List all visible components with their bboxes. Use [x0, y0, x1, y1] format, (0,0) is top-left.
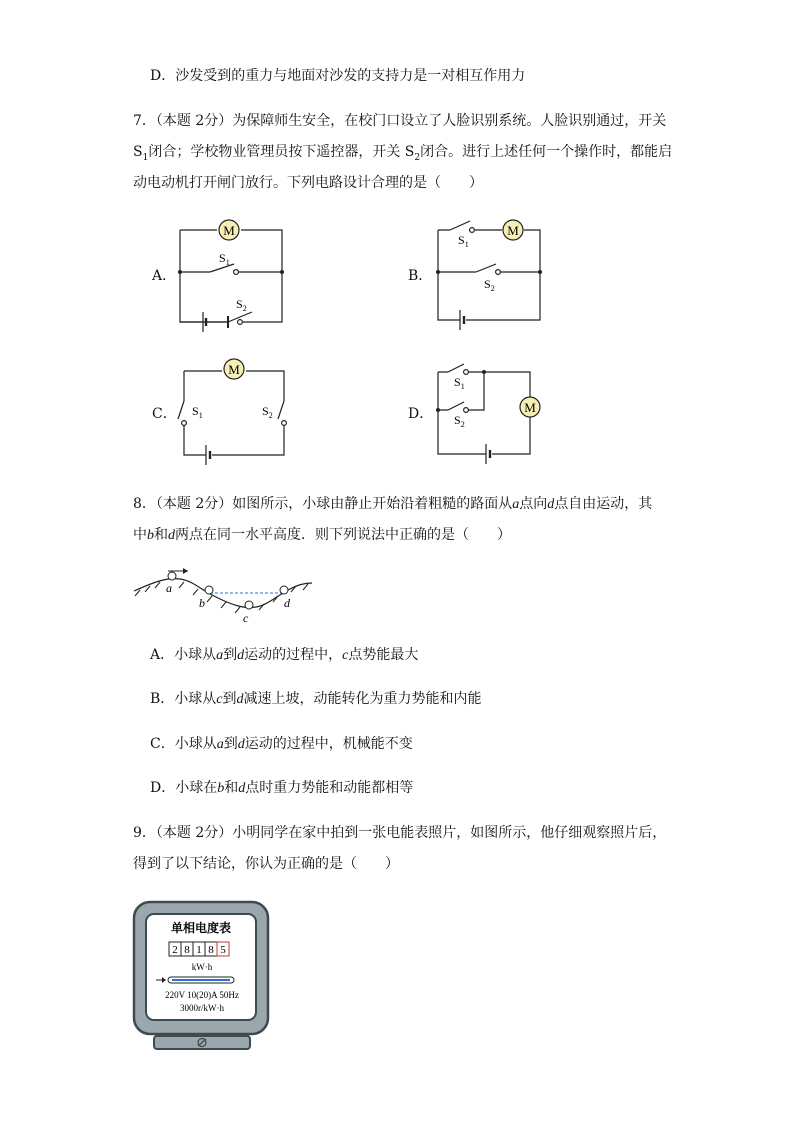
q8-slope-figure	[132, 565, 317, 627]
q9-meter-unit: kW·h	[191, 962, 213, 972]
q7-circuit-c	[176, 355, 296, 467]
q7-stem-line3: 动电动机打开闸门放行。下列电路设计合理的是（ ）	[133, 175, 483, 191]
q9-meter-spec1: 220V 10(20)A 50Hz	[165, 990, 239, 1000]
meter-digit: 8	[208, 944, 214, 956]
q7-circuit-a	[170, 212, 300, 332]
q7-circuit-d	[430, 360, 550, 468]
svg-text:S1: $S_1$	[458, 233, 469, 249]
svg-text:S2: $S_2$	[262, 404, 273, 420]
q8-point-d: d	[284, 596, 290, 610]
q8-point-c: c	[243, 611, 249, 625]
q7-motor-c: M	[228, 362, 240, 377]
q7-label-d: D．	[408, 406, 434, 422]
q7-motor-b: M	[507, 223, 519, 238]
q8-point-a: a	[166, 581, 172, 595]
q8-option-d: D．小球在b和d点时重力势能和动能都相等	[150, 780, 414, 796]
q7-label-a: A．	[152, 268, 177, 284]
q7-stem-line1: 7．（本题 2分）为保障师生安全，在校门口设立了人脸识别系统。人脸识别通过，开关	[133, 113, 667, 129]
q9-stem-line1: 9．（本题 2分）小明同学在家中拍到一张电能表照片，如图所示，他仔细观察照片后，	[133, 825, 667, 841]
svg-text:S1: $S_1$	[219, 251, 230, 267]
q9-meter-digits	[169, 942, 229, 956]
q8-option-a: A．小球从a到d运动的过程中，c点势能最大	[150, 647, 419, 663]
q7-motor-d: M	[524, 400, 536, 415]
svg-text:S2: $S_2$	[236, 297, 247, 313]
meter-digit: 1	[196, 944, 202, 956]
q8-stem-line2: 中b和d两点在同一水平高度．则下列说法中正确的是（ ）	[133, 527, 511, 543]
q7-label-c: C．	[152, 406, 177, 422]
svg-text:S1: $S_1$	[192, 404, 203, 420]
q8-point-b: b	[199, 596, 205, 610]
svg-text:S2: $S_2$	[454, 413, 465, 429]
meter-digit: 5	[220, 944, 226, 956]
svg-text:S1: $S_1$	[454, 375, 465, 391]
q9-energy-meter	[132, 900, 272, 1052]
q9-stem-line2: 得到了以下结论，你认为正确的是（ ）	[133, 856, 399, 872]
q7-motor-a: M	[223, 223, 235, 238]
q9-meter-title: 单相电度表	[170, 921, 232, 935]
q7-label-b: B．	[408, 268, 433, 284]
meter-digit: 2	[172, 944, 178, 956]
q7-stem-line2: $S_1$闭合；学校物业管理员按下遥控器，开关 $S_2$闭合。进行上述任何一个操作时，都能启	[133, 144, 673, 163]
q8-stem-line1: 8．（本题 2分）如图所示，小球由静止开始沿着粗糙的路面从a点向d点自由运动，其	[133, 496, 653, 512]
meter-digit: 8	[184, 944, 190, 956]
q8-option-b: B．小球从c到d减速上坡，动能转化为重力势能和内能	[150, 691, 482, 707]
q7-circuit-b	[428, 212, 553, 332]
q6-option-d: D．沙发受到的重力与地面对沙发的支持力是一对相互作用力	[150, 68, 526, 84]
q8-option-c: C．小球从a到d运动的过程中，机械能不变	[150, 736, 413, 752]
svg-text:S2: $S_2$	[484, 277, 495, 293]
q9-meter-spec2: 3000r/kW·h	[180, 1003, 224, 1013]
